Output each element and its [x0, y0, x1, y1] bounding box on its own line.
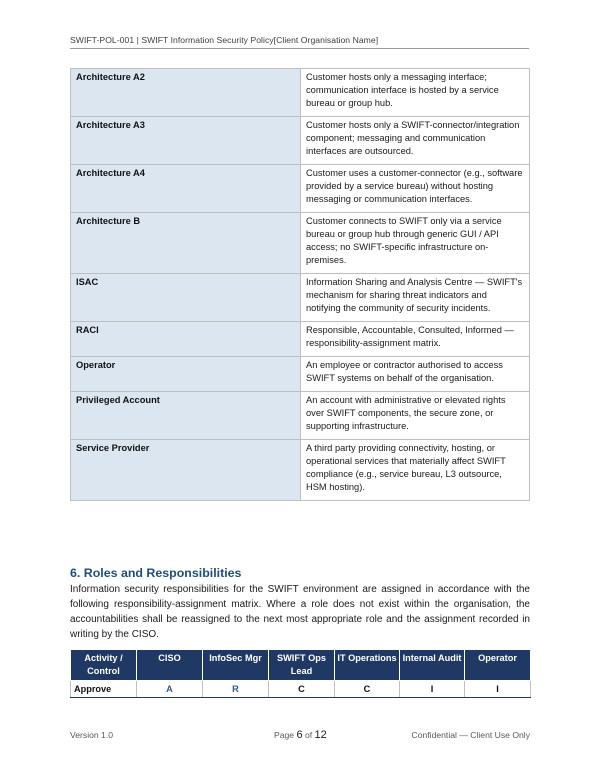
table-row — [71, 213, 530, 274]
page-of: of — [304, 730, 313, 740]
definition-text: Responsible, Accountable, Consulted, Informed — responsibility-assignment matrix. — [301, 322, 530, 357]
definition-term: Architecture A2 — [71, 69, 301, 117]
raci-cell: C — [335, 681, 400, 698]
raci-col-internal-audit: Internal Audit — [400, 650, 465, 681]
definition-term: RACI — [71, 322, 301, 357]
page-header: SWIFT-POL-001 | SWIFT Information Security Policy[Client Organisation Name] — [70, 35, 529, 49]
definition-text: Customer hosts only a messaging interface; communication interface is hosted by a service bureau or group hub. — [301, 69, 530, 117]
table-row — [71, 322, 530, 357]
definitions-table — [70, 68, 530, 501]
table-row — [71, 274, 530, 322]
footer-page-number — [274, 729, 327, 741]
raci-col-activity: Activity / Control — [71, 650, 137, 681]
raci-cell: C — [269, 681, 335, 698]
section-heading: 6. Roles and Responsibilities — [70, 566, 242, 580]
table-row — [71, 681, 531, 698]
table-row — [71, 117, 530, 165]
table-row — [71, 69, 530, 117]
table-row — [71, 357, 530, 392]
raci-cell: I — [465, 681, 531, 698]
definition-term: Service Provider — [71, 440, 301, 501]
table-row — [71, 392, 530, 440]
footer-classification: Confidential — Client Use Only — [411, 730, 530, 740]
definition-term: Operator — [71, 357, 301, 392]
definition-text: Customer connects to SWIFT only via a service bureau or group hub through generic GUI / API access; no SWIFT-specific infrastructure on-premises. — [301, 213, 530, 274]
page-total: 12 — [314, 729, 327, 741]
definition-text: An employee or contractor authorised to access SWIFT systems on behalf of the organisation. — [301, 357, 530, 392]
definition-text: A third party providing connectivity, hosting, or operational services that materially affect SWIFT compliance (e.g., service bureau, L3 outsource, HSM hosting). — [301, 440, 530, 501]
raci-cell: R — [203, 681, 269, 698]
definition-term: Architecture B — [71, 213, 301, 274]
raci-header-row — [71, 650, 531, 681]
definition-text: Customer uses a customer-connector (e.g., software provided by a service bureau) without hosting messaging or communication interfaces. — [301, 165, 530, 213]
table-row — [71, 440, 530, 501]
page-current: 6 — [296, 729, 303, 741]
definition-term: Architecture A3 — [71, 117, 301, 165]
definition-text: Customer hosts only a SWIFT-connector/integration component; messaging and communication interfaces are outsourced. — [301, 117, 530, 165]
raci-cell: I — [400, 681, 465, 698]
definition-term: Privileged Account — [71, 392, 301, 440]
raci-matrix — [70, 650, 531, 698]
definition-text: An account with administrative or elevated rights over SWIFT components, the secure zone, or supporting infrastructure. — [301, 392, 530, 440]
section-paragraph: Information security responsibilities for the SWIFT environment are assigned in accordance with the following responsibility-assignment matrix. Where a role does not exist within the organisation, the accountabilities shall be reassigned to the next most appropriate role and the assignment recorded in writing by the CISO. — [70, 584, 530, 640]
page-prefix: Page — [274, 730, 295, 740]
raci-cell: A — [137, 681, 203, 698]
raci-col-swift-ops-lead: SWIFT Ops Lead — [269, 650, 335, 681]
page-footer — [70, 730, 530, 744]
footer-version: Version 1.0 — [70, 730, 113, 740]
raci-col-operator: Operator — [465, 650, 531, 681]
raci-col-ciso: CISO — [137, 650, 203, 681]
table-row — [71, 165, 530, 213]
raci-col-it-operations: IT Operations — [335, 650, 400, 681]
raci-col-infosec-mgr: InfoSec Mgr — [203, 650, 269, 681]
definition-term: Architecture A4 — [71, 165, 301, 213]
raci-activity: Approve — [71, 681, 137, 698]
definition-text: Information Sharing and Analysis Centre — SWIFT's mechanism for sharing threat indicators and notifying the community of security incidents. — [301, 274, 530, 322]
definition-term: ISAC — [71, 274, 301, 322]
